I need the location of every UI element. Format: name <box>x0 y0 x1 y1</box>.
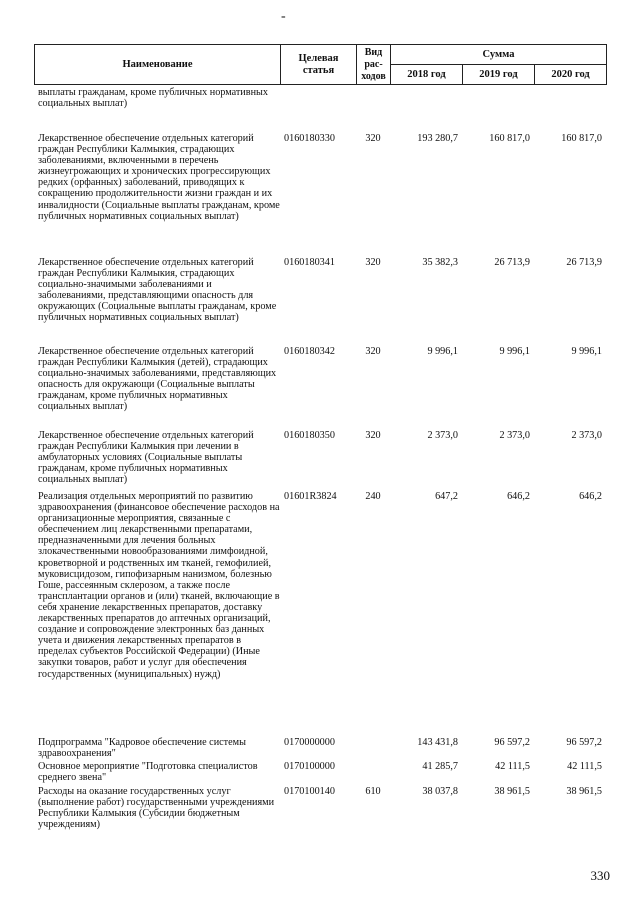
row-2019: 42 111,5 <box>495 761 530 772</box>
col-header-name: Наименование <box>35 45 281 85</box>
row-code: 01601R3824 <box>284 491 337 502</box>
row-code: 0170000000 <box>284 737 335 748</box>
table-header <box>34 44 607 85</box>
col-header-target: Целевая статья <box>281 45 357 85</box>
row-vid: 320 <box>365 430 381 441</box>
table-row <box>34 786 606 834</box>
table-row <box>34 87 606 109</box>
row-name: Расходы на оказание государственных услуг (выполнение работ) государственными учреждениями Республики Калмыкия (Субсидии бюджетным учреждениям) <box>38 786 275 831</box>
row-code: 0160180342 <box>284 346 335 357</box>
row-name: Основное мероприятие "Подготовка специалистов среднего звена" <box>38 761 258 784</box>
top-mark: - <box>281 9 286 24</box>
table-row <box>34 430 606 491</box>
row-2020: 9 996,1 <box>571 346 602 357</box>
table-body <box>34 87 606 834</box>
row-vid <box>356 737 390 761</box>
row-2018: 41 285,7 <box>422 761 458 772</box>
row-name: Лекарственное обеспечение отдельных категорий граждан Республики Калмыкия (детей), страдающих социально-значимых заболеваниями, представляющих опасность для окружающи (Социальные выплаты гражданам, кроме публичных нормативных социальных выплат) <box>38 346 277 413</box>
row-vid: 320 <box>365 133 381 144</box>
row-name: выплаты гражданам, кроме публичных нормативных социальных выплат) <box>38 87 268 110</box>
table-row <box>34 257 606 346</box>
row-2020: 96 597,2 <box>566 737 602 748</box>
row-code: 0160180330 <box>284 133 335 144</box>
row-2019: 26 713,9 <box>494 257 530 268</box>
row-2018: 2 373,0 <box>427 430 458 441</box>
row-2019: 646,2 <box>507 491 530 502</box>
table-row <box>34 491 606 737</box>
table-row <box>34 737 606 761</box>
row-code: 0170100140 <box>284 786 335 797</box>
row-vid: 320 <box>365 346 381 357</box>
row-2020: 38 961,5 <box>566 786 602 797</box>
row-vid: 240 <box>365 491 381 502</box>
row-2018: 193 280,7 <box>417 133 458 144</box>
row-2019: 160 817,0 <box>489 133 530 144</box>
row-2020: 2 373,0 <box>571 430 602 441</box>
page-number: 330 <box>590 868 610 883</box>
row-name: Лекарственное обеспечение отдельных категорий граждан Республики Калмыкия при лечении в амбулаторных условиях (Социальные выплаты гражданам, кроме публичных нормативных социальных выплат) <box>38 430 254 486</box>
row-2020: 160 817,0 <box>561 133 602 144</box>
col-header-2020: 2020 год <box>535 65 607 85</box>
row-name: Реализация отдельных мероприятий по развитию здравоохранения (финансовое обеспечение расходов на организационные мероприятия, связанные с обеспечением лиц лекарственными препаратами, предназначенными для лечения больных злокачественными новообразованиями лимфоидной, кроветворной и родственных им тканей, гемофилией, муковисцидозом, гипофизарным нанизмом, болезнью Гоше, рассеянным склерозом, а также после трансплантации органов и (или) тканей, включающие в себя хранение лекарственных препаратов, доставку лекарственных препаратов до аптечных организаций, создание и сопровождение электронных баз данных учета и движения лекарственных препаратов в пределах субъектов Российской Федерации) (Иные закупки товаров, работ и услуг для обеспечения государственных (муниципальных) нужд) <box>38 491 280 680</box>
row-2018: 143 431,8 <box>417 737 458 748</box>
row-2019: 2 373,0 <box>499 430 530 441</box>
row-name: Лекарственное обеспечение отдельных категорий граждан Республики Калмыкия, страдающих заболеваниями, включенными в перечень жизнеугрожающих и хронических прогрессирующих редких (орфанных) заболеваний, приводящих к сокращению продолжительности жизни граждан и их инвалидности (Социальные выплаты гражданам, кроме публичных нормативных социальных выплат) <box>38 133 280 222</box>
row-2019: 96 597,2 <box>494 737 530 748</box>
row-vid <box>356 761 390 786</box>
col-header-vid: Вид рас-ходов <box>357 45 391 85</box>
row-2018: 35 382,3 <box>422 257 458 268</box>
row-2020: 42 111,5 <box>567 761 602 772</box>
row-2020: 26 713,9 <box>566 257 602 268</box>
row-2020: 646,2 <box>579 491 602 502</box>
col-header-2019: 2019 год <box>463 65 535 85</box>
row-name: Подпрограмма "Кадровое обеспечение системы здравоохранения" <box>38 737 246 760</box>
row-code: 0170100000 <box>284 761 335 772</box>
row-2018: 647,2 <box>435 491 458 502</box>
col-header-2018: 2018 год <box>391 65 463 85</box>
table-row <box>34 133 606 257</box>
row-code: 0160180341 <box>284 257 335 268</box>
row-vid: 610 <box>365 786 381 797</box>
row-2018: 38 037,8 <box>422 786 458 797</box>
row-2018: 9 996,1 <box>427 346 458 357</box>
row-name: Лекарственное обеспечение отдельных категорий граждан Республики Калмыкия, страдающих социально-значимыми заболеваниями и заболеваниями, представляющими опасность для окружающих (Социальные выплаты гражданам, кроме публичных нормативных социальных выплат) <box>38 257 277 324</box>
col-header-sum: Сумма <box>391 45 607 65</box>
table-row <box>34 761 606 786</box>
row-vid: 320 <box>365 257 381 268</box>
row-2019: 38 961,5 <box>494 786 530 797</box>
table-row <box>34 346 606 430</box>
row-2019: 9 996,1 <box>499 346 530 357</box>
row-code: 0160180350 <box>284 430 335 441</box>
